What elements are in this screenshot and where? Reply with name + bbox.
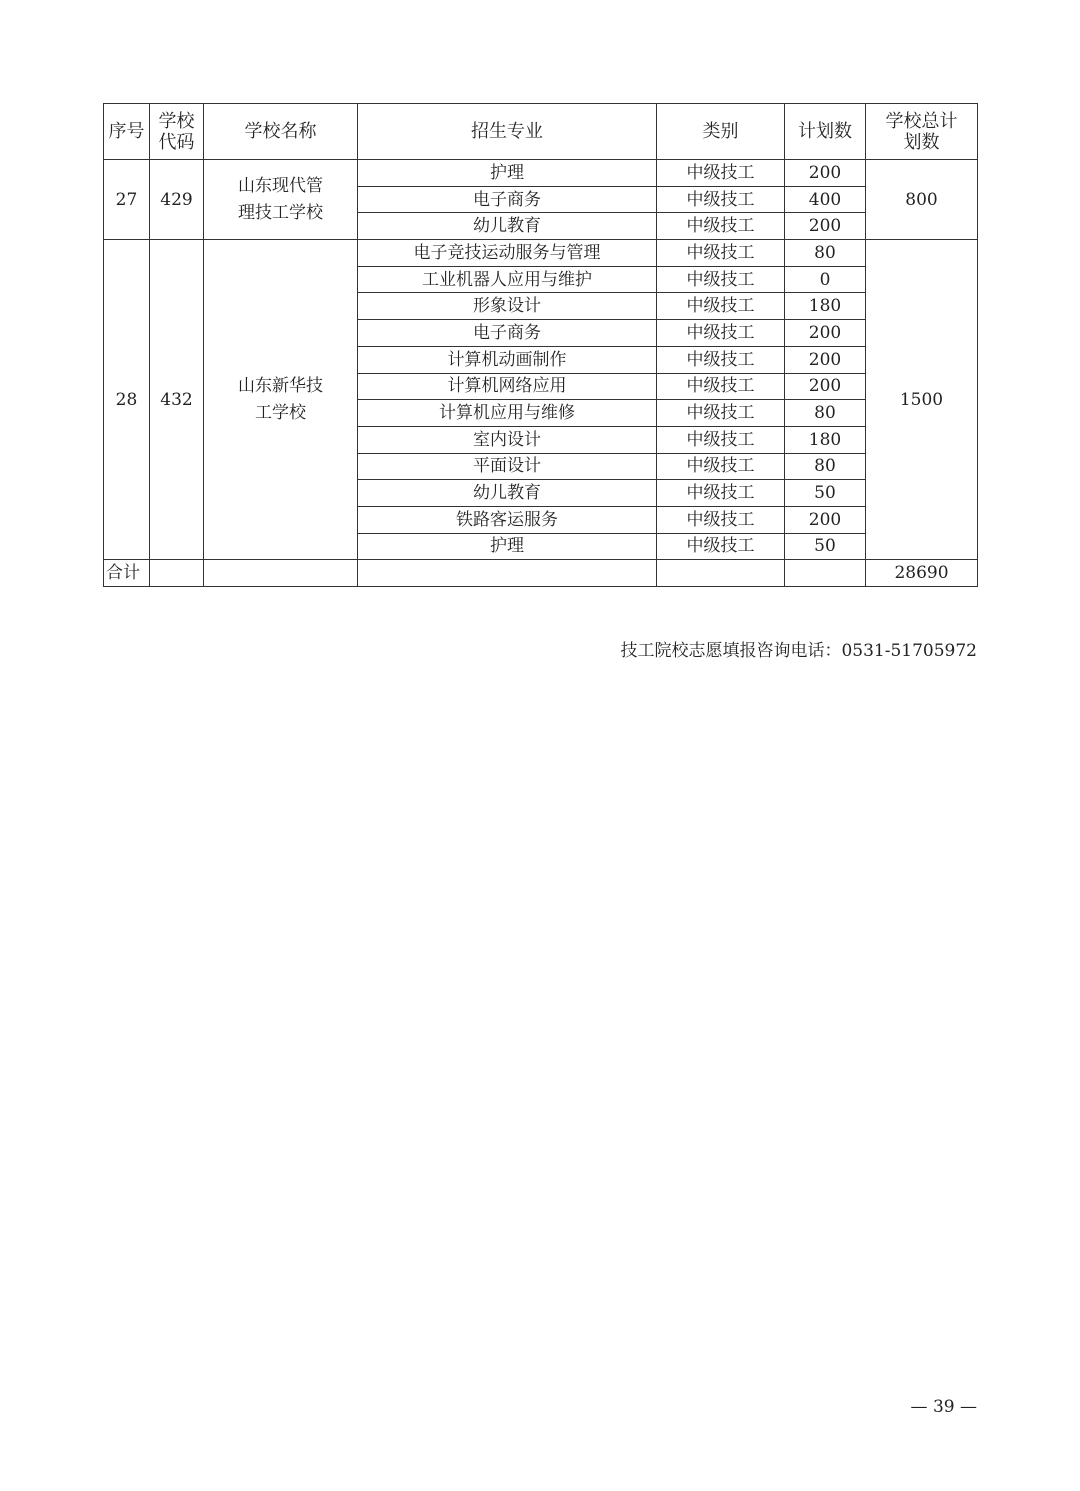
table-row <box>104 240 978 267</box>
empty-cell <box>657 560 785 587</box>
major-category: 中级技工 <box>657 320 785 347</box>
major-plan: 200 <box>785 373 866 400</box>
major-plan: 180 <box>785 426 866 453</box>
major-plan: 0 <box>785 266 866 293</box>
school-name: 山东现代管理技工学校 <box>204 160 358 240</box>
school-code: 429 <box>150 160 204 240</box>
major-plan: 200 <box>785 213 866 240</box>
major-name: 护理 <box>358 533 657 560</box>
major-category: 中级技工 <box>657 160 785 187</box>
header-school: 学校名称 <box>204 104 358 160</box>
major-plan: 80 <box>785 400 866 427</box>
major-category: 中级技工 <box>657 346 785 373</box>
major-plan: 200 <box>785 506 866 533</box>
major-name: 电子竞技运动服务与管理 <box>358 240 657 267</box>
header-seq: 序号 <box>104 104 150 160</box>
major-category: 中级技工 <box>657 213 785 240</box>
major-name: 平面设计 <box>358 453 657 480</box>
major-category: 中级技工 <box>657 400 785 427</box>
major-category: 中级技工 <box>657 480 785 507</box>
major-name: 工业机器人应用与维护 <box>358 266 657 293</box>
major-category: 中级技工 <box>657 373 785 400</box>
major-plan: 80 <box>785 453 866 480</box>
school-seq: 27 <box>104 160 150 240</box>
empty-cell <box>150 560 204 587</box>
major-name: 电子商务 <box>358 186 657 213</box>
major-name: 幼儿教育 <box>358 480 657 507</box>
enrollment-plan-table <box>103 103 978 587</box>
major-category: 中级技工 <box>657 426 785 453</box>
grand-total: 28690 <box>866 560 978 587</box>
page-number: — 39 — <box>910 1397 977 1417</box>
total-label: 合计 <box>104 560 150 587</box>
school-code: 432 <box>150 240 204 560</box>
major-name: 护理 <box>358 160 657 187</box>
major-plan: 50 <box>785 480 866 507</box>
table-row <box>104 160 978 187</box>
major-category: 中级技工 <box>657 506 785 533</box>
major-name: 铁路客运服务 <box>358 506 657 533</box>
empty-cell <box>358 560 657 587</box>
consultation-hotline: 技工院校志愿填报咨询电话：0531-51705972 <box>620 641 977 661</box>
school-name: 山东新华技工学校 <box>204 240 358 560</box>
empty-cell <box>204 560 358 587</box>
major-category: 中级技工 <box>657 266 785 293</box>
major-plan: 200 <box>785 346 866 373</box>
major-category: 中级技工 <box>657 533 785 560</box>
header-major: 招生专业 <box>358 104 657 160</box>
major-plan: 400 <box>785 186 866 213</box>
header-total: 学校总计划数 <box>866 104 978 160</box>
major-plan: 200 <box>785 320 866 347</box>
header-category: 类别 <box>657 104 785 160</box>
header-plan: 计划数 <box>785 104 866 160</box>
major-category: 中级技工 <box>657 453 785 480</box>
school-seq: 28 <box>104 240 150 560</box>
major-plan: 180 <box>785 293 866 320</box>
school-total-plan: 1500 <box>866 240 978 560</box>
major-category: 中级技工 <box>657 186 785 213</box>
empty-cell <box>785 560 866 587</box>
major-category: 中级技工 <box>657 240 785 267</box>
major-name: 电子商务 <box>358 320 657 347</box>
major-plan: 200 <box>785 160 866 187</box>
table-header-row <box>104 104 978 160</box>
major-category: 中级技工 <box>657 293 785 320</box>
major-name: 室内设计 <box>358 426 657 453</box>
school-total-plan: 800 <box>866 160 978 240</box>
total-row <box>104 560 978 587</box>
major-name: 形象设计 <box>358 293 657 320</box>
major-name: 计算机动画制作 <box>358 346 657 373</box>
header-code: 学校代码 <box>150 104 204 160</box>
major-name: 计算机应用与维修 <box>358 400 657 427</box>
major-plan: 80 <box>785 240 866 267</box>
major-plan: 50 <box>785 533 866 560</box>
major-name: 幼儿教育 <box>358 213 657 240</box>
major-name: 计算机网络应用 <box>358 373 657 400</box>
